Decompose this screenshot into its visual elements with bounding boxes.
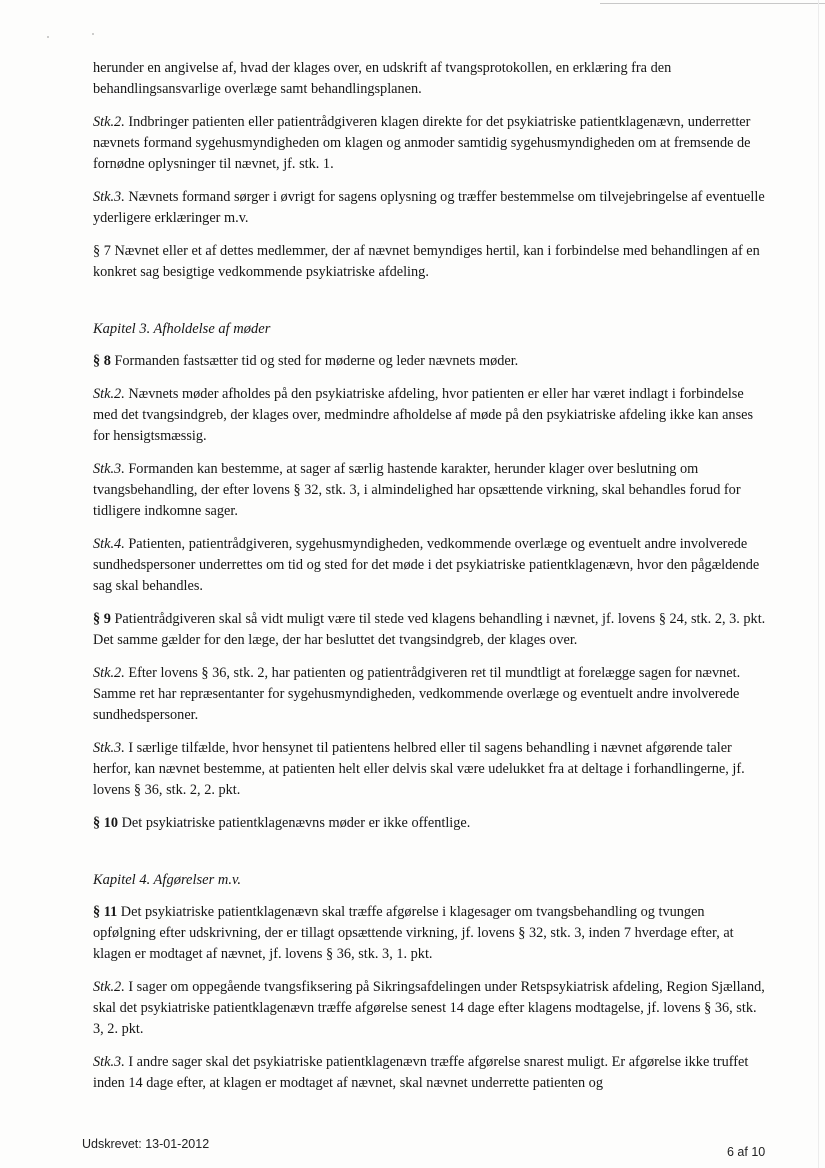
subsection-label: Stk.2. bbox=[93, 386, 125, 402]
paragraph bbox=[93, 187, 768, 229]
paragraph-text: Efter lovens § 36, stk. 2, har patienten og patientrådgiveren ret til mundtligt at forelægge sagen for nævnet. Samme ret har repræsentanter for sygehusmyndigheden, vedkommende overlæge og eventuelt andre involverede sundhedspersoner. bbox=[93, 665, 741, 723]
paragraph-text: Formanden kan bestemme, at sager af særlig hastende karakter, herunder klager over beslutning om tvangsbehandling, der efter lovens § 32, stk. 3, i almindelighed har opsættende virkning, skal behandles forud for tidligere indkomne sager. bbox=[93, 461, 741, 519]
paragraph-text: Patienten, patientrådgiveren, sygehusmyndigheden, vedkommende overlæge og eventuelt andre involverede sundhedspersoner underrettes om tid og sted for det møde i det psykiatriske patientklagenævn, hvor den pågældende sag skal behandles. bbox=[93, 536, 760, 594]
paragraph bbox=[93, 459, 768, 522]
paragraph-text: herunder en angivelse af, hvad der klages over, en udskrift af tvangsprotokollen, en erklæring fra den behandlingsansvarlige overlæge samt behandlingsplanen. bbox=[93, 60, 672, 97]
paragraph bbox=[93, 241, 768, 283]
subsection-label: Stk.3. bbox=[93, 461, 125, 477]
paragraph bbox=[93, 384, 768, 447]
scan-edge-line-right bbox=[818, 0, 819, 1168]
scan-speck bbox=[47, 36, 49, 38]
paragraph bbox=[93, 351, 768, 372]
subsection-label: Stk.4. bbox=[93, 536, 125, 552]
paragraph bbox=[93, 112, 768, 175]
paragraph bbox=[93, 609, 768, 651]
page-number: 6 af 10 bbox=[727, 1145, 766, 1159]
paragraph-text: Nævnets formand sørger i øvrigt for sagens oplysning og træffer bestemmelse om tilvejebringelse af eventuelle yderligere erklæringer m.v. bbox=[93, 189, 765, 226]
paragraph-text: Patientrådgiveren skal så vidt muligt være til stede ved klagens behandling i nævnet, jf. lovens § 24, stk. 2, 3. pkt. Det samme gælder for den læge, der har besluttet det tvangsindgreb, der klages over. bbox=[93, 611, 766, 648]
section-label: § 10 bbox=[93, 815, 119, 831]
paragraph-text: Indbringer patienten eller patientrådgiveren klagen direkte for det psykiatriske patientklagenævn, underretter nævnets formand sygehusmyndigheden om klagen og anmoder samtidig sygehusmyndigheden om at fremsende de fornødne oplysninger til nævnet, jf. stk. 1. bbox=[93, 114, 751, 172]
print-date: Udskrevet: 13-01-2012 bbox=[82, 1137, 210, 1151]
paragraph bbox=[93, 977, 768, 1040]
section-label: § 9 bbox=[93, 611, 111, 627]
paragraph-text: Formanden fastsætter tid og sted for møderne og leder nævnets møder. bbox=[110, 353, 519, 369]
subsection-label: Stk.2. bbox=[93, 665, 125, 681]
paragraph-text: I sager om oppegående tvangsfiksering på Sikringsafdelingen under Retspsykiatrisk afdeling, Region Sjælland, skal det psykiatriske patientklagenævn træffe afgørelse senest 14 dage efter klagens modtagelse, jf. lovens § 36, stk. 3, 2. pkt. bbox=[93, 979, 765, 1037]
paragraph bbox=[93, 902, 768, 965]
subsection-label: Stk.2. bbox=[93, 979, 125, 995]
section-label: § 7 bbox=[93, 243, 111, 259]
chapter-heading: Kapitel 4. Afgørelser m.v. bbox=[93, 872, 241, 888]
subsection-label: Stk.3. bbox=[93, 740, 125, 756]
subsection-label: Stk.3. bbox=[93, 1054, 125, 1070]
paragraph-text: I andre sager skal det psykiatriske patientklagenævn træffe afgørelse snarest muligt. Er afgørelse ikke truffet inden 14 dage efter, at klagen er modtaget af nævnet, skal nævnet underrette patienten og bbox=[93, 1054, 749, 1091]
paragraph bbox=[93, 58, 768, 100]
subsection-label: Stk.3. bbox=[93, 189, 125, 205]
section-label: § 8 bbox=[93, 353, 111, 369]
scan-edge-line bbox=[600, 3, 825, 4]
chapter-heading: Kapitel 3. Afholdelse af møder bbox=[93, 321, 271, 337]
document-body bbox=[93, 58, 768, 1106]
paragraph-text: Det psykiatriske patientklagenævn skal træffe afgørelse i klagesager om tvangsbehandling og tvungen opfølgning efter udskrivning, der er tillagt opsættende virkning, jf. lovens § 32, stk. 3, inden 7 hverdage efter, at klagen er modtaget af nævnet, jf. lovens § 36, stk. 3, 1. pkt. bbox=[93, 904, 734, 962]
paragraph-text: Nævnets møder afholdes på den psykiatriske afdeling, hvor patienten er eller har været indlagt i forbindelse med det tvangsindgreb, der klages over, medmindre afholdelse af møde på den psykiatriske afdeling ikke kan anses for hensigtsmæssig. bbox=[93, 386, 754, 444]
paragraph-text: Nævnet eller et af dettes medlemmer, der af nævnet bemyndiges hertil, kan i forbindelse med behandlingen af en konkret sag besigtige vedkommende psykiatriske afdeling. bbox=[93, 243, 760, 280]
scan-speck bbox=[92, 33, 94, 35]
paragraph bbox=[93, 663, 768, 726]
paragraph bbox=[93, 738, 768, 801]
paragraph bbox=[93, 1052, 768, 1094]
paragraph bbox=[93, 534, 768, 597]
section-label: § 11 bbox=[93, 904, 118, 920]
paragraph-text: Det psykiatriske patientklagenævns møder er ikke offentlige. bbox=[118, 815, 471, 831]
subsection-label: Stk.2. bbox=[93, 114, 125, 130]
paragraph bbox=[93, 813, 768, 834]
paragraph-text: I særlige tilfælde, hvor hensynet til patientens helbred eller til sagens behandling i nævnet afgørende taler herfor, kan nævnet bestemme, at patienten helt eller delvis skal være udelukket fra at deltage i forhandlingerne, jf. lovens § 36, stk. 2, 2. pkt. bbox=[93, 740, 745, 798]
